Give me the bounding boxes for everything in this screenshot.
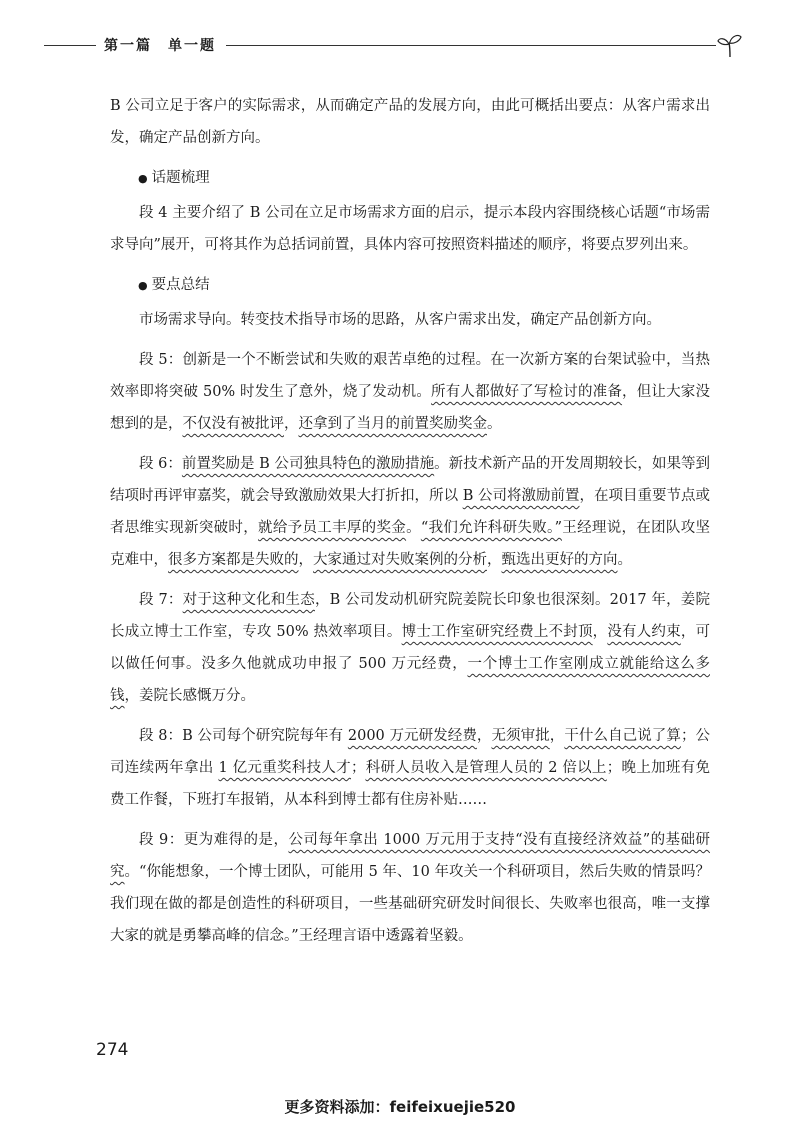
underlined-text: 博士工作室研究经费上不封顶 xyxy=(401,624,593,640)
text: 。 xyxy=(406,520,421,536)
paragraph-topic xyxy=(110,197,710,261)
underlined-text: 不仅没有被批评 xyxy=(182,416,284,432)
page-content xyxy=(110,90,710,960)
paragraph-intro xyxy=(110,90,710,154)
text: 。 xyxy=(487,416,502,432)
paragraph-9 xyxy=(110,824,710,952)
underlined-text: 还拿到了当月的前置奖励奖金 xyxy=(298,416,487,432)
text: 段 9：更为难得的是， xyxy=(139,832,289,848)
text: B 公司立足于客户的实际需求，从而确定产品的发展方向，由此可概括出要点：从客户需求出发，确定产品创新方向。 xyxy=(110,98,710,146)
text: ，姜院长感慨万分。 xyxy=(124,688,255,704)
text: 段 5：创新是一个不断尝试和失败的艰苦卓绝的过程。在一次新方案的台架试验中，当热效率即将突破 50% 时发生了意外，烧了发动机。 xyxy=(110,352,710,400)
text: ，可以做任何事。没多久他就成功申报了 500 万元经费， xyxy=(110,624,711,672)
underlined-text: 前置奖励是 B 公司独具特色的激励措施 xyxy=(181,456,435,472)
underlined-text: 公司每年拿出 1000 万元用于支持“没有直接经济效益”的基础研究 xyxy=(110,832,710,880)
text: 段 6： xyxy=(139,456,182,472)
underlined-text: 没有人约束 xyxy=(607,624,681,640)
text: ， xyxy=(476,728,492,744)
text: ，B 公司发动机研究院姜院长印象也很深刻。2017 年，姜院长成立博士工作室，专攻 50% 热效率项目。 xyxy=(110,592,710,640)
underlined-text: 一个博士工作室刚成立就能给这么多钱 xyxy=(110,656,710,704)
heading-topic xyxy=(110,162,710,195)
text: 市场需求导向。转变技术指导市场的思路，从客户需求出发，确定产品创新方向。 xyxy=(139,312,661,328)
footer-note: 更多资料添加：feifeixuejie520 xyxy=(284,1098,516,1116)
heading-text: 话题梳理 xyxy=(151,170,210,186)
paragraph-8 xyxy=(110,720,710,816)
paragraph-summary xyxy=(110,304,710,336)
sprout-icon xyxy=(716,31,744,59)
text: ， xyxy=(298,552,313,568)
text: 。 xyxy=(617,552,632,568)
header-rule-right xyxy=(226,45,716,46)
text: ，但让大家没想到的是， xyxy=(110,384,710,432)
bullet-icon: ● xyxy=(138,279,148,292)
text: 段 7： xyxy=(139,592,183,608)
heading-text: 要点总结 xyxy=(151,277,210,293)
text: 。新技术新产品的开发周期较长，如果等到结项时再评审嘉奖，就会导致激励效果大打折扣，所以 xyxy=(110,456,711,504)
underlined-text: 2000 万元研发经费 xyxy=(347,728,477,744)
underlined-text: 无须审批 xyxy=(491,728,550,744)
heading-summary xyxy=(110,269,710,302)
text: ， xyxy=(284,416,299,432)
underlined-text: 就给予员工丰厚的奖金 xyxy=(258,520,407,536)
underlined-text: “我们允许科研失败。” xyxy=(420,520,562,536)
underlined-text: 甄选出更好的方向 xyxy=(501,552,618,568)
underlined-text: 对于这种文化和生态 xyxy=(182,592,315,608)
bullet-icon: ● xyxy=(138,172,148,185)
text: ， xyxy=(549,728,565,744)
text: 王经理说，在团队攻坚克难中， xyxy=(110,520,711,568)
text: ；晚上加班有免费工作餐，下班打车报销，从本科到博士都有住房补贴…… xyxy=(110,760,711,808)
underlined-text: 大家通过对失败案例的分析 xyxy=(313,552,487,568)
page-number: 274 xyxy=(96,1040,129,1060)
text: 。“你能想象，一个博士团队，可能用 5 年、10 年攻关一个科研项目，然后失败的情景吗？我们现在做的都是创造性的科研项目，一些基础研究研发时间很长、失败率也很高，唯一支撑大家的就是勇攀高峰的信念。”王经理言语中透露着坚毅。 xyxy=(110,864,711,944)
underlined-text: 干什么自己说了算 xyxy=(564,728,681,744)
text: ， xyxy=(487,552,502,568)
underlined-text: 很多方案都是失败的 xyxy=(168,552,299,568)
header-title: 第一篇 单一题 xyxy=(104,38,216,54)
underlined-text: 所有人都做好了写检讨的准备 xyxy=(431,384,623,400)
underlined-text: 科研人员收入是管理人员的 2 倍以上 xyxy=(365,760,607,776)
text: ； xyxy=(350,760,366,776)
paragraph-6 xyxy=(110,448,710,576)
text: 段 8：B 公司每个研究院每年有 xyxy=(139,728,348,744)
text: ，在项目重要节点或者思维实现新突破时， xyxy=(110,488,711,536)
text: ， xyxy=(592,624,608,640)
paragraph-5 xyxy=(110,344,710,440)
paragraph-7 xyxy=(110,584,710,712)
text: ；公司连续两年拿出 xyxy=(110,728,711,776)
text: 段 4 主要介绍了 B 公司在立足市场需求方面的启示，提示本段内容围绕核心话题“市场需求导向”展开，可将其作为总括词前置，具体内容可按照资料描述的顺序，将要点罗列出来。 xyxy=(110,205,710,253)
running-header xyxy=(44,30,744,60)
underlined-text: 1 亿元重奖科技人才 xyxy=(218,760,351,776)
underlined-text: B 公司将激励前置 xyxy=(462,488,580,504)
header-rule-left xyxy=(44,45,96,46)
